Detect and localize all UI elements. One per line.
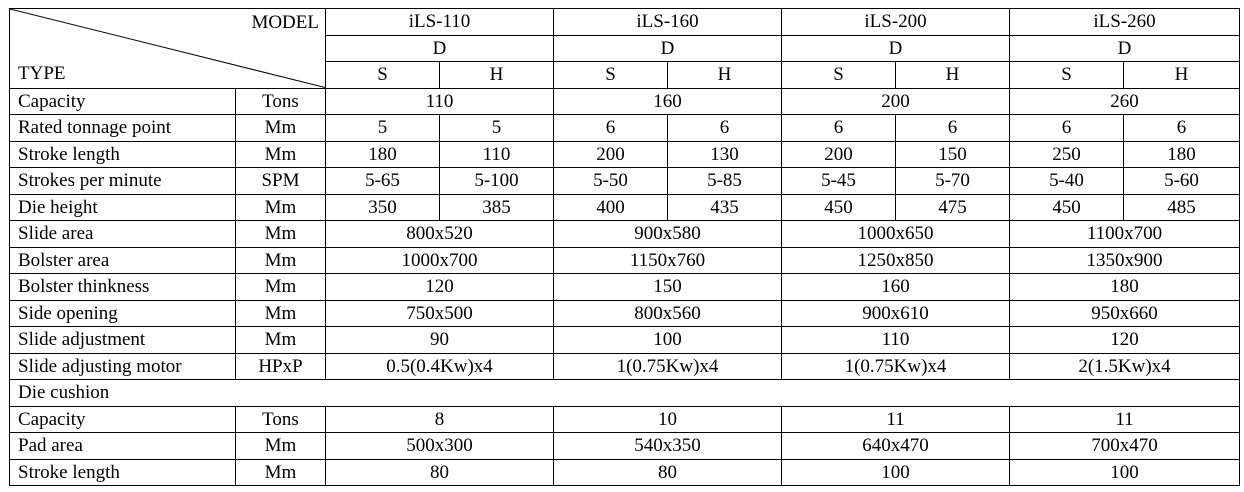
- value-cell: 2(1.5Kw)x4: [1010, 353, 1240, 380]
- value-cell: 100: [782, 459, 1010, 486]
- value-cell: 11: [1010, 406, 1240, 433]
- value-cell: 950x660: [1010, 300, 1240, 327]
- value-cell: 540x350: [554, 433, 782, 460]
- header-row-models: [10, 9, 1240, 36]
- value-cell: 160: [554, 88, 782, 115]
- value-cell: 120: [326, 274, 554, 301]
- row-label: Capacity: [10, 88, 236, 115]
- row-unit: Mm: [236, 141, 326, 168]
- variant-cell: H: [440, 62, 554, 89]
- value-cell: 5-60: [1124, 168, 1240, 195]
- value-cell: 800x520: [326, 221, 554, 248]
- model-label: MODEL: [251, 12, 319, 33]
- section-row: [10, 380, 1240, 407]
- value-cell: 200: [782, 88, 1010, 115]
- value-cell: 450: [782, 194, 896, 221]
- row-unit: Mm: [236, 194, 326, 221]
- value-cell: 1(0.75Kw)x4: [554, 353, 782, 380]
- row-unit: Mm: [236, 433, 326, 460]
- value-cell: 80: [326, 459, 554, 486]
- model-header-cell: iLS-200: [782, 9, 1010, 36]
- row-label: Die height: [10, 194, 236, 221]
- value-cell: 150: [554, 274, 782, 301]
- section-heading: Die cushion: [10, 380, 1240, 407]
- row-unit: Mm: [236, 459, 326, 486]
- type-code-cell: D: [326, 35, 554, 62]
- type-code-cell: D: [1010, 35, 1240, 62]
- value-cell: 5-100: [440, 168, 554, 195]
- table-row: [10, 221, 1240, 248]
- value-cell: 450: [1010, 194, 1124, 221]
- value-cell: 5-85: [668, 168, 782, 195]
- value-cell: 6: [896, 115, 1010, 142]
- row-unit: Mm: [236, 115, 326, 142]
- table-row: [10, 115, 1240, 142]
- value-cell: 110: [782, 327, 1010, 354]
- row-label: Rated tonnage point: [10, 115, 236, 142]
- value-cell: 5: [440, 115, 554, 142]
- row-label: Bolster area: [10, 247, 236, 274]
- variant-cell: H: [1124, 62, 1240, 89]
- value-cell: 6: [668, 115, 782, 142]
- row-label: Side opening: [10, 300, 236, 327]
- value-cell: 6: [1010, 115, 1124, 142]
- value-cell: 8: [326, 406, 554, 433]
- model-header-cell: iLS-110: [326, 9, 554, 36]
- value-cell: 200: [554, 141, 668, 168]
- row-unit: Mm: [236, 300, 326, 327]
- value-cell: 5-40: [1010, 168, 1124, 195]
- table-header: [10, 9, 1240, 89]
- row-label: Stroke length: [10, 141, 236, 168]
- row-label: Stroke length: [10, 459, 236, 486]
- value-cell: 900x610: [782, 300, 1010, 327]
- row-label: Slide adjusting motor: [10, 353, 236, 380]
- header-corner-cell: [10, 9, 326, 89]
- row-unit: Tons: [236, 88, 326, 115]
- value-cell: 475: [896, 194, 1010, 221]
- variant-cell: H: [896, 62, 1010, 89]
- value-cell: 800x560: [554, 300, 782, 327]
- value-cell: 485: [1124, 194, 1240, 221]
- value-cell: 1350x900: [1010, 247, 1240, 274]
- value-cell: 100: [1010, 459, 1240, 486]
- value-cell: 900x580: [554, 221, 782, 248]
- value-cell: 750x500: [326, 300, 554, 327]
- value-cell: 400: [554, 194, 668, 221]
- value-cell: 160: [782, 274, 1010, 301]
- value-cell: 350: [326, 194, 440, 221]
- value-cell: 10: [554, 406, 782, 433]
- table-row: [10, 353, 1240, 380]
- value-cell: 5-45: [782, 168, 896, 195]
- value-cell: 180: [1010, 274, 1240, 301]
- value-cell: 11: [782, 406, 1010, 433]
- row-unit: Tons: [236, 406, 326, 433]
- value-cell: 110: [326, 88, 554, 115]
- table-body: [10, 88, 1240, 486]
- value-cell: 80: [554, 459, 782, 486]
- model-header-cell: iLS-160: [554, 9, 782, 36]
- row-unit: SPM: [236, 168, 326, 195]
- value-cell: 180: [1124, 141, 1240, 168]
- variant-cell: S: [326, 62, 440, 89]
- value-cell: 100: [554, 327, 782, 354]
- type-label: TYPE: [18, 62, 66, 84]
- value-cell: 1100x700: [1010, 221, 1240, 248]
- row-unit: Mm: [236, 247, 326, 274]
- table-row: [10, 141, 1240, 168]
- value-cell: 640x470: [782, 433, 1010, 460]
- value-cell: 1250x850: [782, 247, 1010, 274]
- value-cell: 5: [326, 115, 440, 142]
- table-row: [10, 274, 1240, 301]
- row-unit: Mm: [236, 274, 326, 301]
- type-code-cell: D: [782, 35, 1010, 62]
- table-row: [10, 247, 1240, 274]
- value-cell: 1150x760: [554, 247, 782, 274]
- value-cell: 90: [326, 327, 554, 354]
- row-label: Bolster thinkness: [10, 274, 236, 301]
- value-cell: 6: [782, 115, 896, 142]
- table-row: [10, 168, 1240, 195]
- value-cell: 200: [782, 141, 896, 168]
- table-row: [10, 406, 1240, 433]
- value-cell: 1000x700: [326, 247, 554, 274]
- value-cell: 120: [1010, 327, 1240, 354]
- row-label: Slide adjustment: [10, 327, 236, 354]
- value-cell: 260: [1010, 88, 1240, 115]
- row-label: Capacity: [10, 406, 236, 433]
- table-row: [10, 88, 1240, 115]
- row-label: Strokes per minute: [10, 168, 236, 195]
- value-cell: 385: [440, 194, 554, 221]
- value-cell: 130: [668, 141, 782, 168]
- row-unit: Mm: [236, 327, 326, 354]
- value-cell: 6: [554, 115, 668, 142]
- value-cell: 150: [896, 141, 1010, 168]
- table-row: [10, 194, 1240, 221]
- table-row: [10, 300, 1240, 327]
- table-row: [10, 327, 1240, 354]
- variant-cell: H: [668, 62, 782, 89]
- row-label: Slide area: [10, 221, 236, 248]
- value-cell: 435: [668, 194, 782, 221]
- value-cell: 180: [326, 141, 440, 168]
- row-label: Pad area: [10, 433, 236, 460]
- value-cell: 6: [1124, 115, 1240, 142]
- value-cell: 5-65: [326, 168, 440, 195]
- variant-cell: S: [1010, 62, 1124, 89]
- variant-cell: S: [782, 62, 896, 89]
- value-cell: 5-70: [896, 168, 1010, 195]
- row-unit: HPxP: [236, 353, 326, 380]
- model-header-cell: iLS-260: [1010, 9, 1240, 36]
- value-cell: 5-50: [554, 168, 668, 195]
- variant-cell: S: [554, 62, 668, 89]
- value-cell: 110: [440, 141, 554, 168]
- value-cell: 500x300: [326, 433, 554, 460]
- table-row: [10, 459, 1240, 486]
- press-spec-table: [9, 8, 1240, 486]
- table-row: [10, 433, 1240, 460]
- value-cell: 1(0.75Kw)x4: [782, 353, 1010, 380]
- value-cell: 250: [1010, 141, 1124, 168]
- value-cell: 0.5(0.4Kw)x4: [326, 353, 554, 380]
- row-unit: Mm: [236, 221, 326, 248]
- value-cell: 1000x650: [782, 221, 1010, 248]
- type-code-cell: D: [554, 35, 782, 62]
- value-cell: 700x470: [1010, 433, 1240, 460]
